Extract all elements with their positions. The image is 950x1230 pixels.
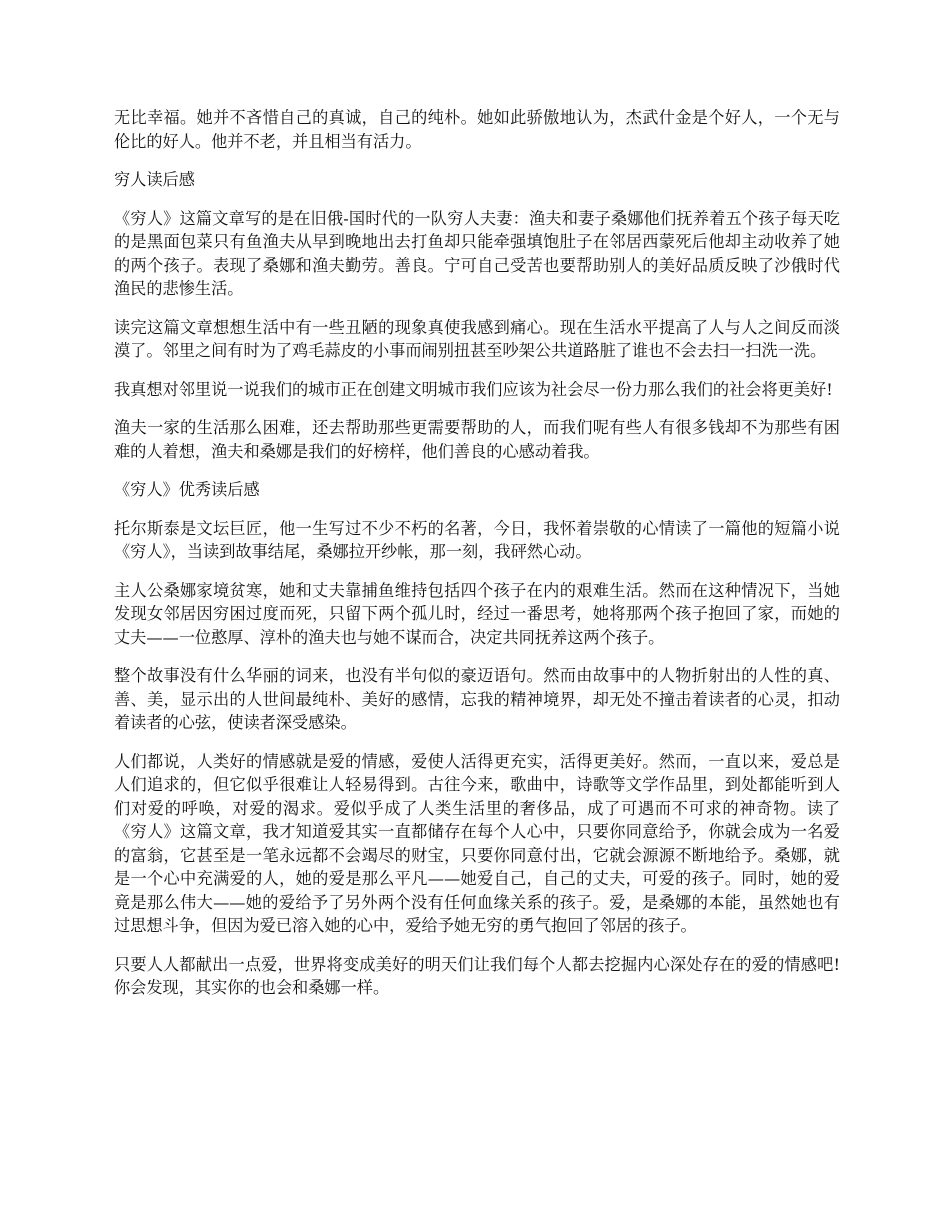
section-heading-2: 《穷人》优秀读后感 xyxy=(114,480,260,499)
paragraph-6: 托尔斯泰是文坛巨匠，他一生写过不少不朽的名著，今日，我怀着崇敬的心情读了一篇他的短篇小说《穷人》，当读到故事结尾，桑娜拉开纱帐，那一刻，我砰然心动。 xyxy=(114,518,840,561)
paragraph-1: 无比幸福。她并不吝惜自己的真诚，自己的纯朴。她如此骄傲地认为，杰武什金是个好人，一个无与伦比的好人。他并不老，并且相当有活力。 xyxy=(114,108,840,151)
paragraph-2: 《穷人》这篇文章写的是在旧俄-国时代的一队穷人夫妻：渔夫和妻子桑娜他们抚养着五个孩子每天吃的是黑面包菜只有鱼渔夫从早到晚地出去打鱼却只能牵强填饱肚子在邻居西蒙死后他却主动收养了她的两个孩子。表现了桑娜和渔夫勤劳。善良。宁可自己受苦也要帮助别人的美好品质反映了沙俄时代渔民的悲惨生活。 xyxy=(114,208,840,298)
paragraph-5: 渔夫一家的生活那么困难，还去帮助那些更需要帮助的人，而我们呢有些人有很多钱却不为那些有困难的人着想，渔夫和桑娜是我们的好榜样，他们善良的心感动着我。 xyxy=(114,418,840,461)
paragraph-8: 整个故事没有什么华丽的词来，也没有半句似的豪迈语句。然而由故事中的人物折射出的人性的真、善、美，显示出的人世间最纯朴、美好的感情，忘我的精神境界，却无处不撞击着读者的心灵，扣动着读者的心弦，使读者深受感染。 xyxy=(114,666,840,732)
paragraph-9: 人们都说，人类好的情感就是爱的情感，爱使人活得更充实，活得更美好。然而，一直以来，爱总是人们追求的，但它似乎很难让人轻易得到。古往今来，歌曲中，诗歌等文学作品里，到处都能听到人们对爱的呼唤，对爱的渴求。爱似乎成了人类生活里的奢侈品，成了可遇而不可求的神奇物。读了《穷人》这篇文章，我才知道爱其实一直都储存在每个人心中，只要你同意给予，你就会成为一名爱的富翁，它甚至是一笔永远都不会竭尽的财宝，只要你同意付出，它就会源源不断地给予。桑娜，就是一个心中充满爱的人，她的爱是那么平凡——她爱自己，自己的丈夫，可爱的孩子。同时，她的爱竟是那么伟大——她的爱给予了另外两个没有任何血缘关系的孩子。爱，是桑娜的本能，虽然她也有过思想斗争，但因为爱已溶入她的心中，爱给予她无穷的勇气抱回了邻居的孩子。 xyxy=(114,751,840,935)
paragraph-3: 读完这篇文章想想生活中有一些丑陋的现象真使我感到痛心。现在生活水平提高了人与人之间反而淡漠了。邻里之间有时为了鸡毛蒜皮的小事而闹别扭甚至吵架公共道路脏了谁也不会去扫一扫洗一洗。 xyxy=(114,317,840,360)
document-body xyxy=(114,106,840,1015)
section-heading-1: 穷人读后感 xyxy=(114,170,195,189)
paragraph-10: 只要人人都献出一点爱，世界将变成美好的明天们让我们每个人都去挖掘内心深处存在的爱的情感吧!你会发现，其实你的也会和桑娜一样。 xyxy=(114,954,840,997)
paragraph-7: 主人公桑娜家境贫寒，她和丈夫靠捕鱼维持包括四个孩子在内的艰难生活。然而在这种情况下，当她发现女邻居因穷困过度而死，只留下两个孤儿时，经过一番思考，她将那两个孩子抱回了家，而她的丈夫——一位憨厚、淳朴的渔夫也与她不谋而合，决定共同抚养这两个孩子。 xyxy=(114,580,840,647)
paragraph-4: 我真想对邻里说一说我们的城市正在创建文明城市我们应该为社会尽一份力那么我们的社会将更美好! xyxy=(114,379,833,399)
